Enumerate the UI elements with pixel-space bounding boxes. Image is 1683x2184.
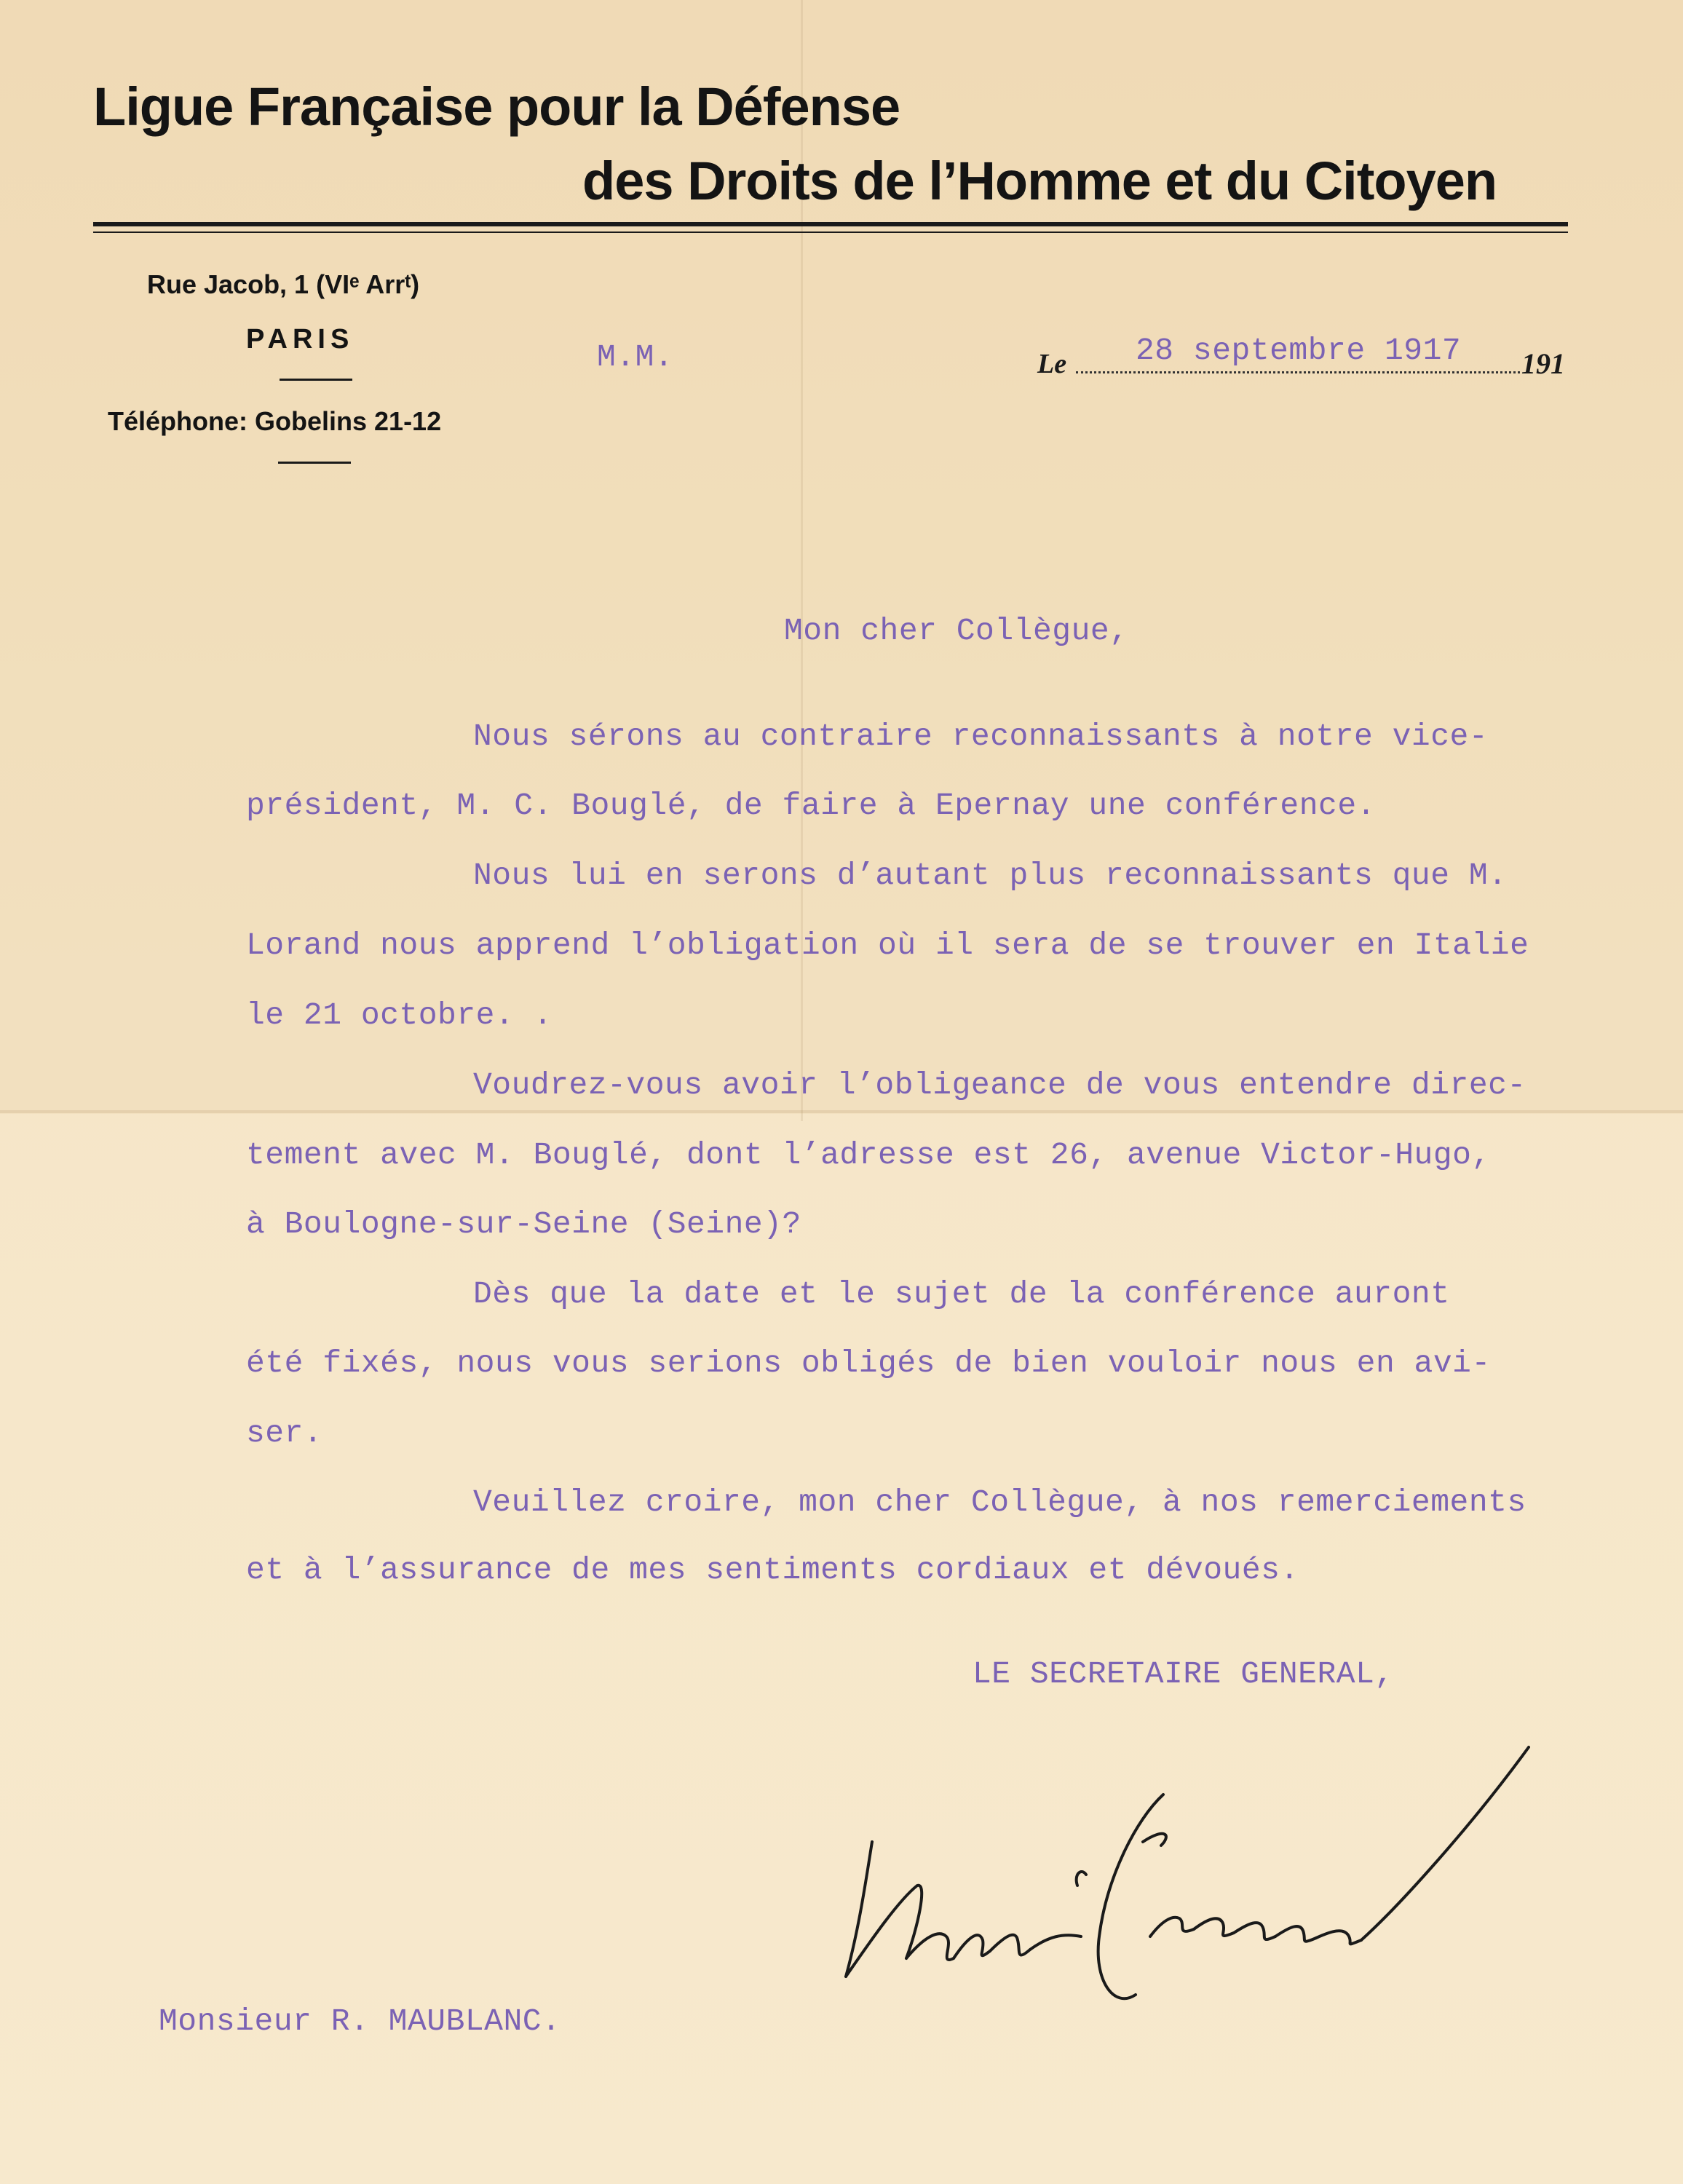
letterhead-street: Rue Jacob, 1 (VIᵉ Arrᵗ) <box>147 269 420 299</box>
body-line: Dès que la date et le sujet de la conférence auront <box>473 1276 1450 1312</box>
body-line: tement avec M. Bouglé, dont l’adresse est 26, avenue Victor-Hugo, <box>246 1137 1491 1173</box>
body-line: président, M. C. Bouglé, de faire à Epernay une conférence. <box>246 788 1376 823</box>
recipient-name: Monsieur R. MAUBLANC. <box>159 2003 561 2039</box>
handwritten-signature <box>830 1718 1558 2024</box>
body-line: Lorand nous apprend l’obligation où il sera de se trouver en Italie <box>246 927 1529 963</box>
letterhead-rule <box>93 222 1568 226</box>
date-dotted-line <box>1076 371 1520 373</box>
letter-date: 28 septembre 1917 <box>1136 333 1462 368</box>
body-line: à Boulogne-sur-Seine (Seine)? <box>246 1206 801 1242</box>
body-line: Voudrez-vous avoir l’obligeance de vous entendre direc- <box>473 1067 1526 1103</box>
reference-initials: M.M. <box>597 339 674 375</box>
salutation: Mon cher Collègue, <box>784 613 1129 649</box>
closing-title: LE SECRETAIRE GENERAL, <box>973 1656 1394 1692</box>
body-line: le 21 octobre. . <box>246 997 553 1033</box>
date-label: Le <box>1037 349 1067 379</box>
body-line: Nous sérons au contraire reconnaissants à notre vice- <box>473 719 1489 754</box>
letterhead-title-line2: des Droits de l’Homme et du Citoyen <box>582 151 1497 211</box>
address-divider <box>280 379 352 381</box>
printed-year-prefix: 191 <box>1521 347 1565 380</box>
letterhead-phone: Téléphone: Gobelins 21-12 <box>108 406 442 436</box>
letterhead-title-line1: Ligue Française pour la Défense <box>93 76 900 137</box>
body-line: Nous lui en serons d’autant plus reconnaissants que M. <box>473 858 1508 893</box>
body-line: été fixés, nous vous serions obligés de bien vouloir nous en avi- <box>246 1345 1491 1381</box>
address-divider <box>278 462 351 464</box>
letterhead-rule-thin <box>93 232 1568 233</box>
body-line: ser. <box>246 1415 323 1451</box>
body-line: et à l’assurance de mes sentiments cordiaux et dévoués. <box>246 1552 1299 1588</box>
fold-crease-horizontal <box>0 1110 1683 1113</box>
body-line: Veuillez croire, mon cher Collègue, à nos remerciements <box>473 1484 1526 1520</box>
letterhead-city: PARIS <box>246 324 355 355</box>
